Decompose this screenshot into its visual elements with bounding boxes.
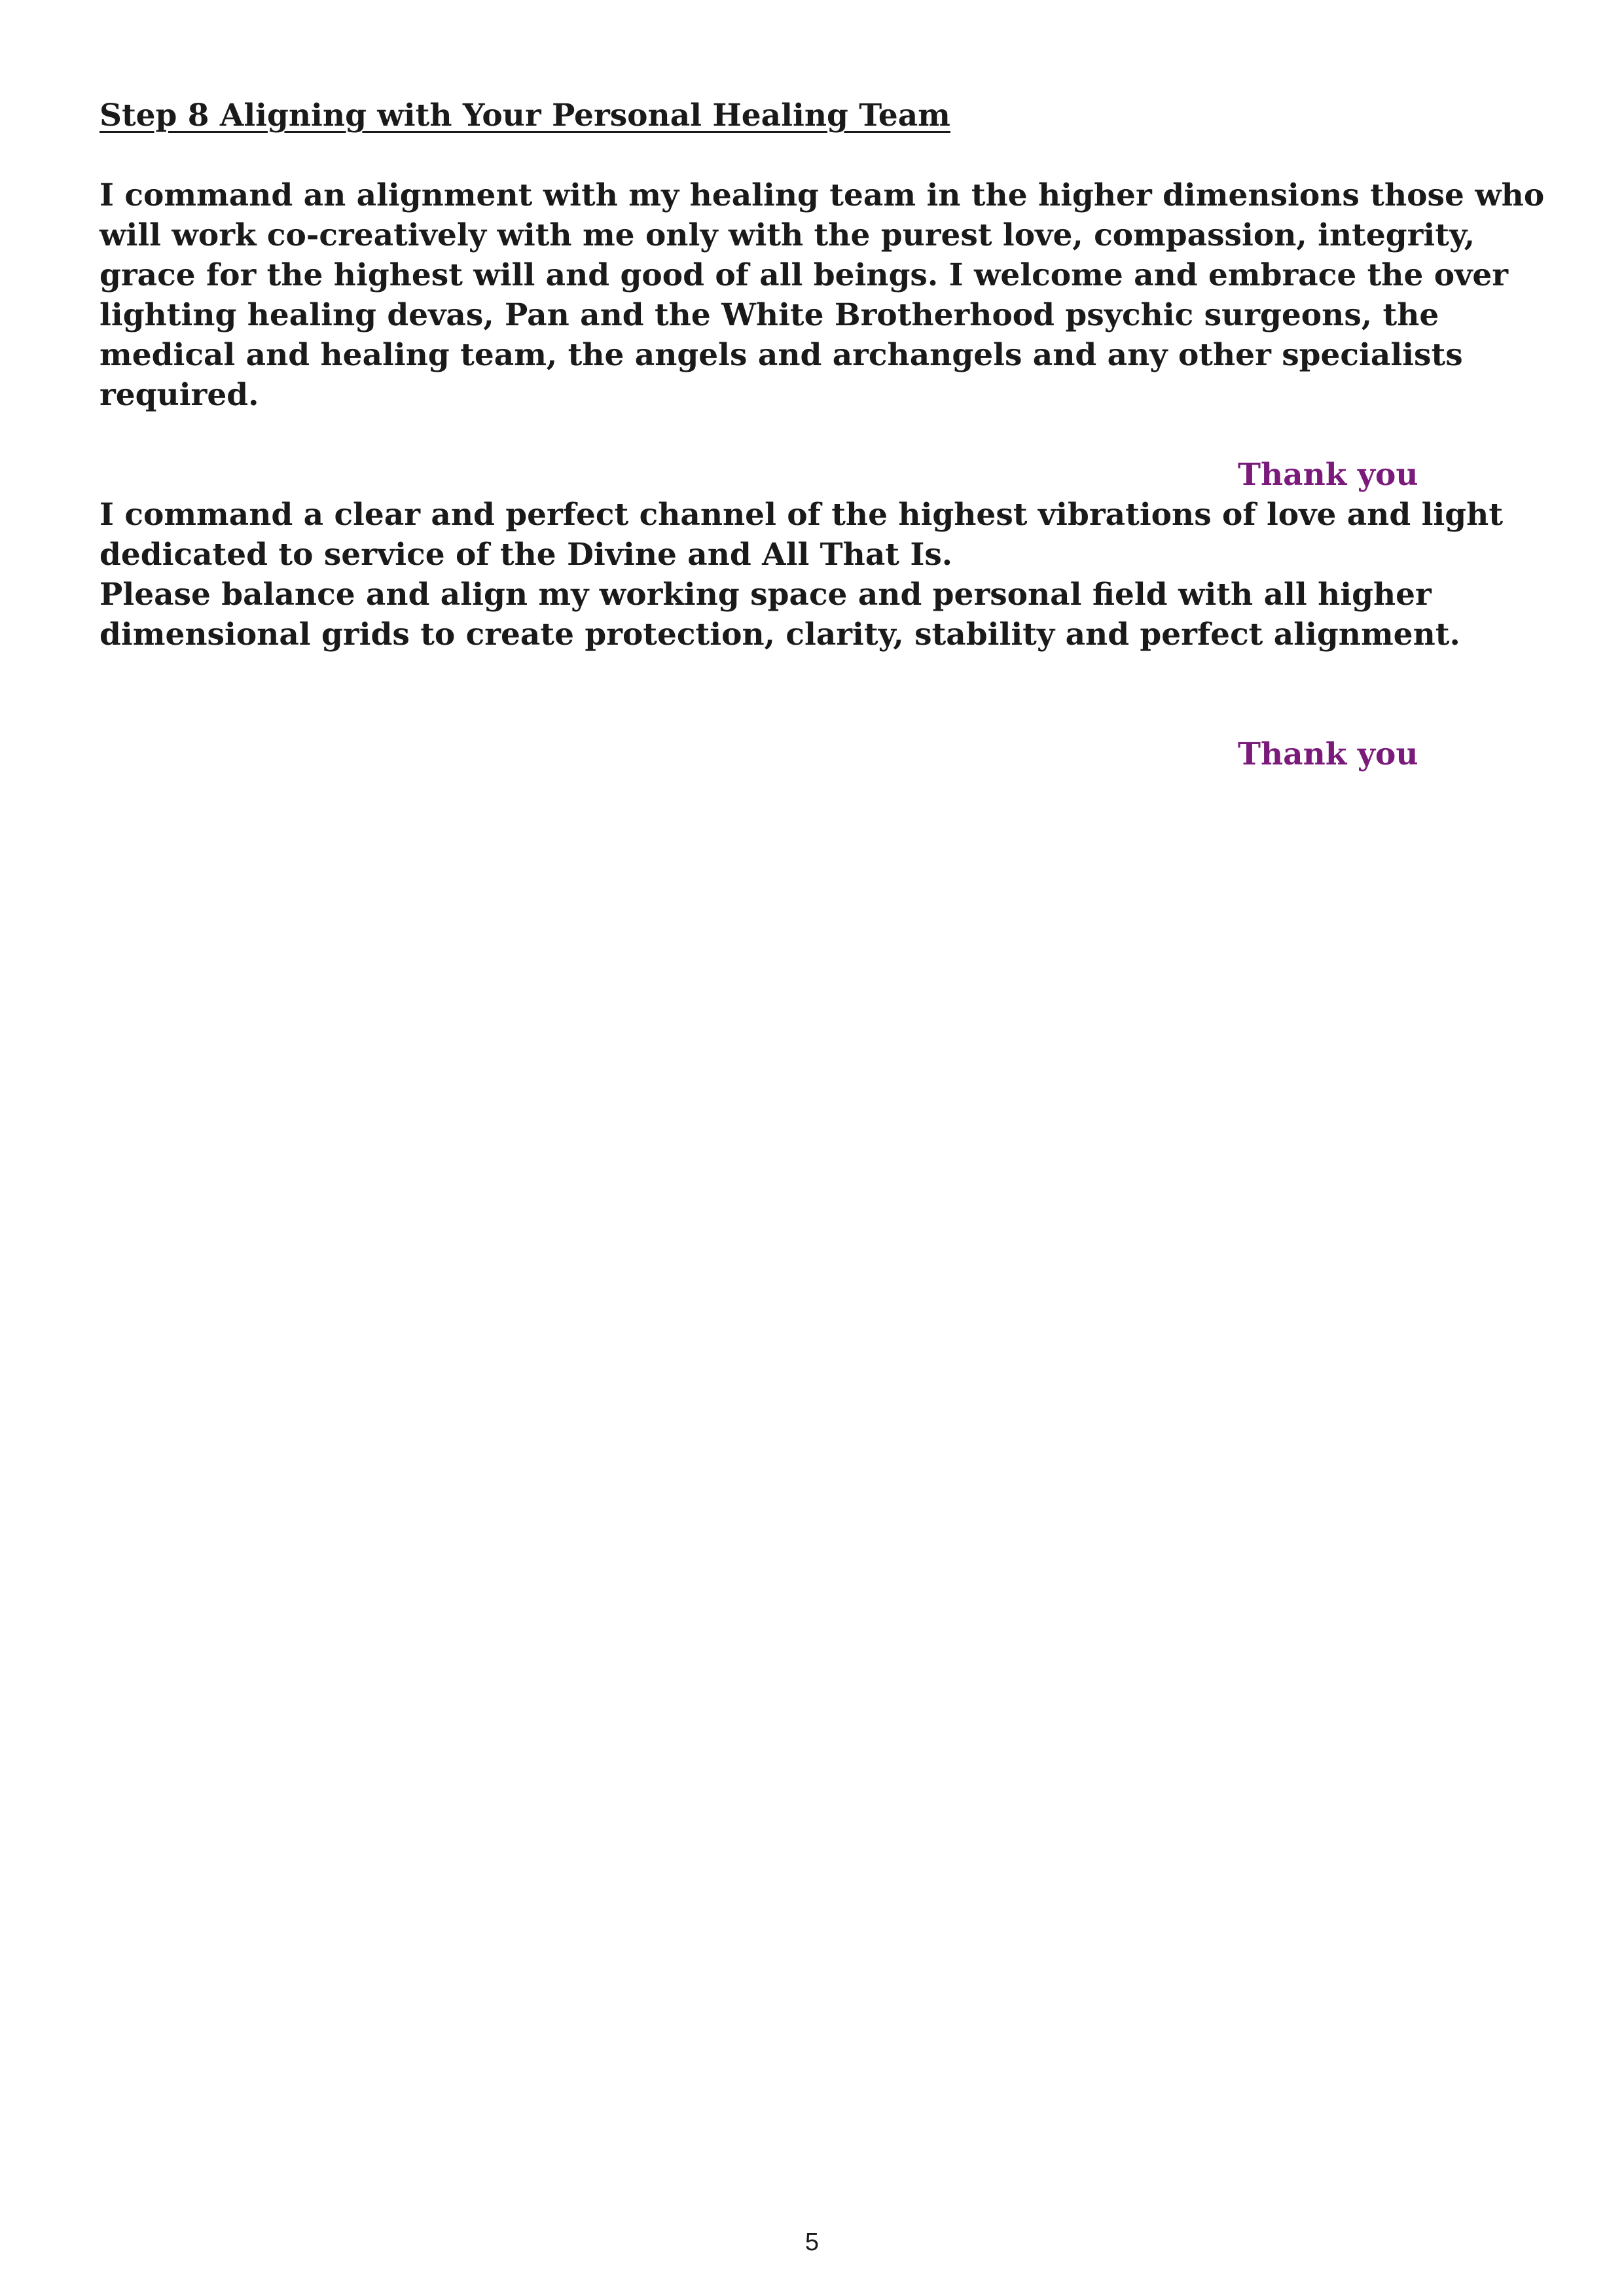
section-heading: Step 8 Aligning with Your Personal Healing Team xyxy=(99,98,950,134)
paragraph-channel xyxy=(99,495,1566,655)
thank-you-text: Thank you xyxy=(1238,457,1418,493)
paragraph-line: required. xyxy=(99,377,259,413)
paragraph-line: dimensional grids to create protection, clarity, stability and perfect alignment. xyxy=(99,617,1460,653)
paragraph-line: medical and healing team, the angels and archangels and any other specialists xyxy=(99,337,1463,373)
spacer xyxy=(99,135,1566,175)
page-content xyxy=(99,96,1566,774)
paragraph-healing-team xyxy=(99,175,1566,415)
spacer xyxy=(99,655,1566,734)
page-number: 5 xyxy=(804,2229,820,2256)
paragraph-line: dedicated to service of the Divine and All That Is. xyxy=(99,537,953,573)
paragraph-line: grace for the highest will and good of all beings. I welcome and embrace the over xyxy=(99,257,1509,293)
thank-you-text: Thank you xyxy=(1238,736,1418,772)
paragraph-line: will work co-creatively with me only with the purest love, compassion, integrity, xyxy=(99,217,1475,253)
paragraph-line: I command a clear and perfect channel of the highest vibrations of love and light xyxy=(99,497,1504,533)
paragraph-line: lighting healing devas, Pan and the White Brotherhood psychic surgeons, the xyxy=(99,297,1439,333)
paragraph-line: I command an alignment with my healing team in the higher dimensions those who xyxy=(99,177,1545,213)
paragraph-line: Please balance and align my working space and personal field with all higher xyxy=(99,577,1432,613)
spacer xyxy=(99,415,1566,455)
